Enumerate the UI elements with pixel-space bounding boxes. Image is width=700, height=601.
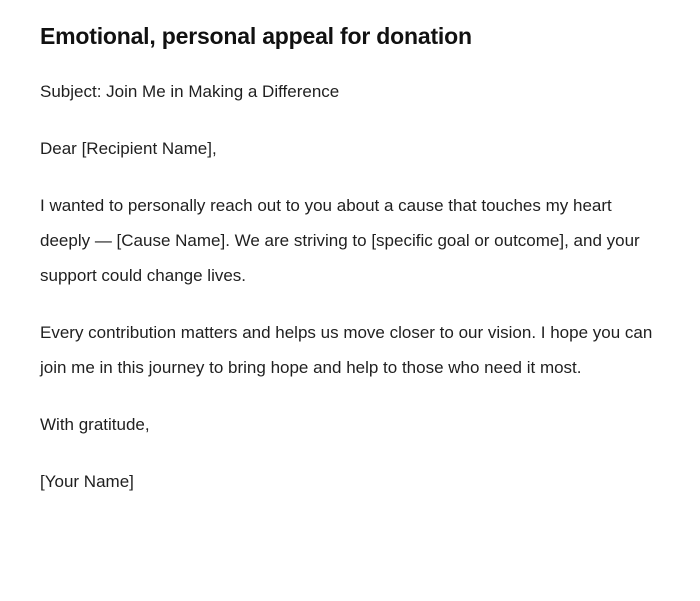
page-title: Emotional, personal appeal for donation [40, 23, 472, 49]
paragraph-body-1: I wanted to personally reach out to you about a cause that touches my heart deeply — [Cause Name]. We are striving to [specific goal or outcome], and your support could change lives. [40, 195, 640, 285]
paragraph-body-2: Every contribution matters and helps us move closer to our vision. I hope you can join me in this journey to bring hope and help to those who need it most. [40, 322, 653, 377]
paragraph-signature: [Your Name] [40, 471, 134, 491]
paragraph-subject: Subject: Join Me in Making a Difference [40, 81, 340, 101]
paragraph-closing: With gratitude, [40, 414, 150, 434]
paragraph-salutation: Dear [Recipient Name], [40, 138, 217, 158]
